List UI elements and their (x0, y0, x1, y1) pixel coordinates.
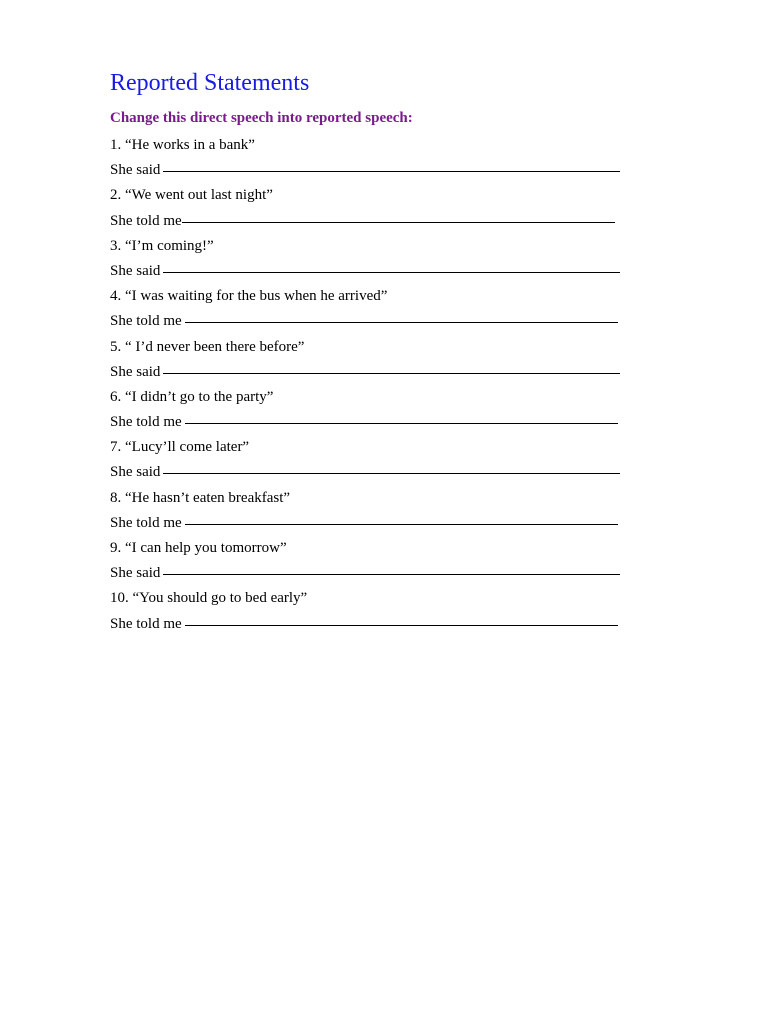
worksheet-title: Reported Statements (110, 70, 310, 96)
direct-speech-quote: “You should go to bed early” (132, 590, 308, 607)
exercise-list (110, 133, 650, 637)
answer-line (110, 460, 650, 485)
answer-line (110, 158, 650, 183)
direct-speech-line (110, 385, 650, 410)
exercise-item-4 (110, 284, 650, 334)
exercise-item-5 (110, 335, 650, 385)
direct-speech-quote: “He hasn’t eaten breakfast” (125, 489, 291, 506)
exercise-item-1 (110, 133, 650, 183)
answer-blank[interactable] (185, 624, 618, 626)
answer-prompt: She said (110, 363, 161, 380)
direct-speech-quote: “I didn’t go to the party” (125, 388, 274, 405)
item-number: 7. (110, 439, 122, 456)
answer-prompt: She said (110, 162, 161, 179)
answer-line (110, 259, 650, 284)
item-number: 4. (110, 288, 122, 305)
exercise-item-8 (110, 486, 650, 536)
answer-line (110, 360, 650, 385)
answer-prompt: She told me (110, 514, 182, 531)
answer-blank[interactable] (163, 472, 620, 474)
direct-speech-line (110, 284, 650, 309)
answer-prompt: She told me (110, 615, 182, 632)
item-number: 3. (110, 237, 122, 254)
answer-line (110, 410, 650, 435)
direct-speech-line (110, 183, 650, 208)
direct-speech-line (110, 486, 650, 511)
item-number: 5. (110, 338, 122, 355)
answer-prompt: She told me (110, 212, 182, 229)
item-number: 1. (110, 137, 122, 153)
exercise-item-9 (110, 536, 650, 586)
direct-speech-quote: “I’m coming!” (125, 237, 214, 254)
answer-blank[interactable] (182, 221, 615, 223)
answer-prompt: She told me (110, 313, 182, 330)
worksheet (110, 66, 650, 637)
answer-line (110, 561, 650, 586)
instruction-text: Change this direct speech into reported speech: (110, 110, 413, 126)
answer-line (110, 309, 650, 334)
answer-blank[interactable] (185, 321, 618, 323)
answer-blank[interactable] (163, 372, 620, 374)
answer-line (110, 612, 650, 637)
answer-prompt: She said (110, 464, 161, 481)
direct-speech-line (110, 133, 650, 158)
answer-line (110, 511, 650, 536)
direct-speech-line (110, 335, 650, 360)
direct-speech-line (110, 435, 650, 460)
item-number: 6. (110, 388, 122, 405)
direct-speech-quote: “I was waiting for the bus when he arrived” (125, 288, 388, 305)
item-number: 2. (110, 187, 122, 204)
direct-speech-quote: “Lucy’ll come later” (125, 439, 250, 456)
direct-speech-quote: “He works in a bank” (125, 137, 255, 153)
answer-line (110, 209, 650, 234)
answer-prompt: She said (110, 262, 161, 279)
answer-blank[interactable] (185, 523, 618, 525)
direct-speech-quote: “We went out last night” (125, 187, 273, 204)
item-number: 8. (110, 489, 122, 506)
exercise-item-2 (110, 183, 650, 233)
answer-prompt: She told me (110, 414, 182, 431)
exercise-item-6 (110, 385, 650, 435)
answer-prompt: She said (110, 565, 161, 582)
exercise-item-10 (110, 586, 650, 636)
direct-speech-line (110, 536, 650, 561)
item-number: 9. (110, 540, 122, 556)
item-number: 10. (110, 590, 129, 607)
answer-blank[interactable] (163, 271, 620, 273)
direct-speech-line (110, 234, 650, 259)
direct-speech-line (110, 586, 650, 611)
exercise-item-3 (110, 234, 650, 284)
answer-blank[interactable] (185, 422, 618, 424)
exercise-item-7 (110, 435, 650, 485)
answer-blank[interactable] (163, 170, 620, 172)
answer-blank[interactable] (163, 573, 620, 575)
direct-speech-quote: “I can help you tomorrow” (125, 540, 287, 556)
direct-speech-quote: “ I’d never been there before” (125, 338, 305, 355)
